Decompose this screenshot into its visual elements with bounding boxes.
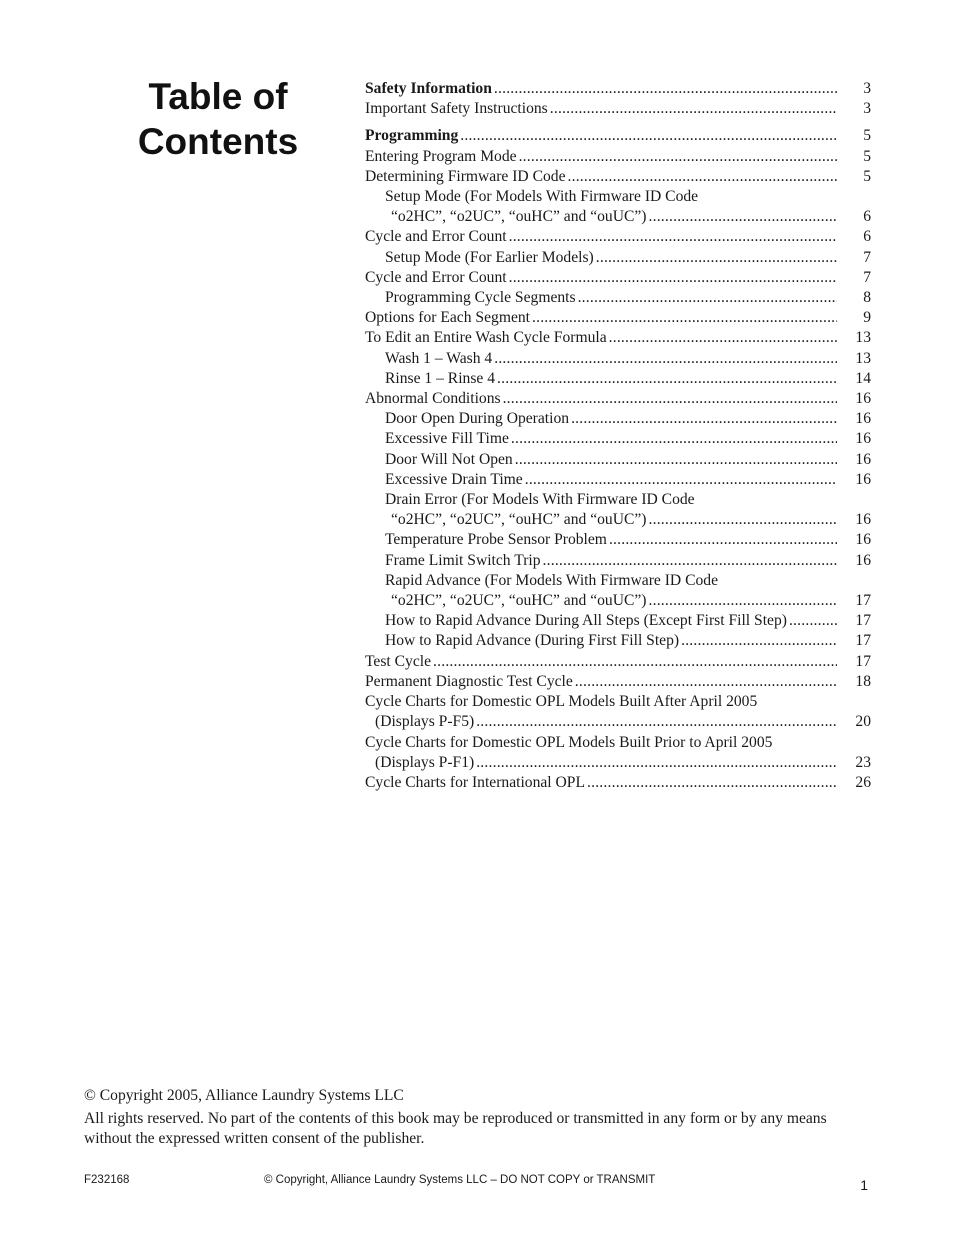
rights-statement: All rights reserved. No part of the contents of this book may be reproduced or transmitted in any form or by any means without the expressed written consent of the publisher. — [84, 1110, 827, 1147]
toc-entry[interactable]: Door Will Not Open ..... 16 — [365, 450, 871, 470]
title-line-2: Contents — [137, 121, 299, 162]
toc-entry[interactable]: Safety Information ..... 3 — [365, 79, 871, 99]
toc-entry[interactable]: Frame Limit Switch Trip ..... 16 — [365, 551, 871, 571]
copyright-block — [84, 1086, 874, 1149]
toc-entry[interactable]: Rapid Advance (For Models With Firmware ID Code “o2HC”, “o2UC”, “ouHC” and “ouUC”) ..... 17 — [365, 571, 871, 611]
toc-entry[interactable]: Cycle and Error Count ..... 7 — [365, 268, 871, 288]
document-code: F232168 — [84, 1174, 130, 1186]
toc-entry[interactable]: Door Open During Operation ..... 16 — [365, 409, 871, 429]
toc-entry[interactable]: How to Rapid Advance During All Steps (Except First Fill Step) ..... 17 — [365, 611, 871, 631]
copyright-line: © Copyright 2005, Alliance Laundry Systems LLC — [84, 1087, 404, 1104]
toc-entry[interactable]: Rinse 1 – Rinse 4 ..... 14 — [365, 369, 871, 389]
toc-entry[interactable]: Drain Error (For Models With Firmware ID Code “o2HC”, “o2UC”, “ouHC” and “ouUC”) ..... 16 — [365, 490, 871, 530]
toc-entry[interactable]: Abnormal Conditions ..... 16 — [365, 389, 871, 409]
toc-entry[interactable]: Temperature Probe Sensor Problem ..... 16 — [365, 530, 871, 550]
table-of-contents — [365, 79, 871, 793]
footer-notice: © Copyright, Alliance Laundry Systems LLC – DO NOT COPY or TRANSMIT — [264, 1174, 656, 1186]
toc-entry[interactable]: To Edit an Entire Wash Cycle Formula ..... 13 — [365, 328, 871, 348]
toc-entry[interactable]: Programming ..... 5 — [365, 126, 871, 146]
toc-entry[interactable]: Cycle Charts for Domestic OPL Models Built Prior to April 2005 (Displays P-F1) ..... 23 — [365, 733, 871, 773]
toc-entry[interactable]: Programming Cycle Segments ..... 8 — [365, 288, 871, 308]
toc-entry[interactable]: Cycle and Error Count ..... 6 — [365, 227, 871, 247]
page-footer — [84, 1174, 874, 1194]
page-number: 1 — [860, 1177, 868, 1193]
toc-entry[interactable]: Setup Mode (For Earlier Models) ..... 7 — [365, 248, 871, 268]
toc-entry[interactable]: Entering Program Mode ..... 5 — [365, 147, 871, 167]
page-title — [118, 74, 318, 164]
toc-entry[interactable]: Important Safety Instructions ..... 3 — [365, 99, 871, 119]
toc-entry[interactable]: Excessive Drain Time ..... 16 — [365, 470, 871, 490]
toc-entry[interactable]: Permanent Diagnostic Test Cycle ..... 18 — [365, 672, 871, 692]
toc-entry[interactable]: Options for Each Segment ..... 9 — [365, 308, 871, 328]
toc-entry[interactable]: Determining Firmware ID Code ..... 5 — [365, 167, 871, 187]
toc-entry[interactable]: Excessive Fill Time ..... 16 — [365, 429, 871, 449]
toc-entry[interactable]: Wash 1 – Wash 4 ..... 13 — [365, 349, 871, 369]
toc-entry[interactable]: How to Rapid Advance (During First Fill Step) ..... 17 — [365, 631, 871, 651]
toc-entry[interactable]: Setup Mode (For Models With Firmware ID Code “o2HC”, “o2UC”, “ouHC” and “ouUC”) ..... 6 — [365, 187, 871, 227]
toc-entry[interactable]: Cycle Charts for Domestic OPL Models Built After April 2005 (Displays P-F5) ..... 20 — [365, 692, 871, 732]
toc-entry[interactable]: Cycle Charts for International OPL ..... 26 — [365, 773, 871, 793]
toc-entry[interactable]: Test Cycle ..... 17 — [365, 652, 871, 672]
title-line-1: Table of — [148, 76, 288, 117]
